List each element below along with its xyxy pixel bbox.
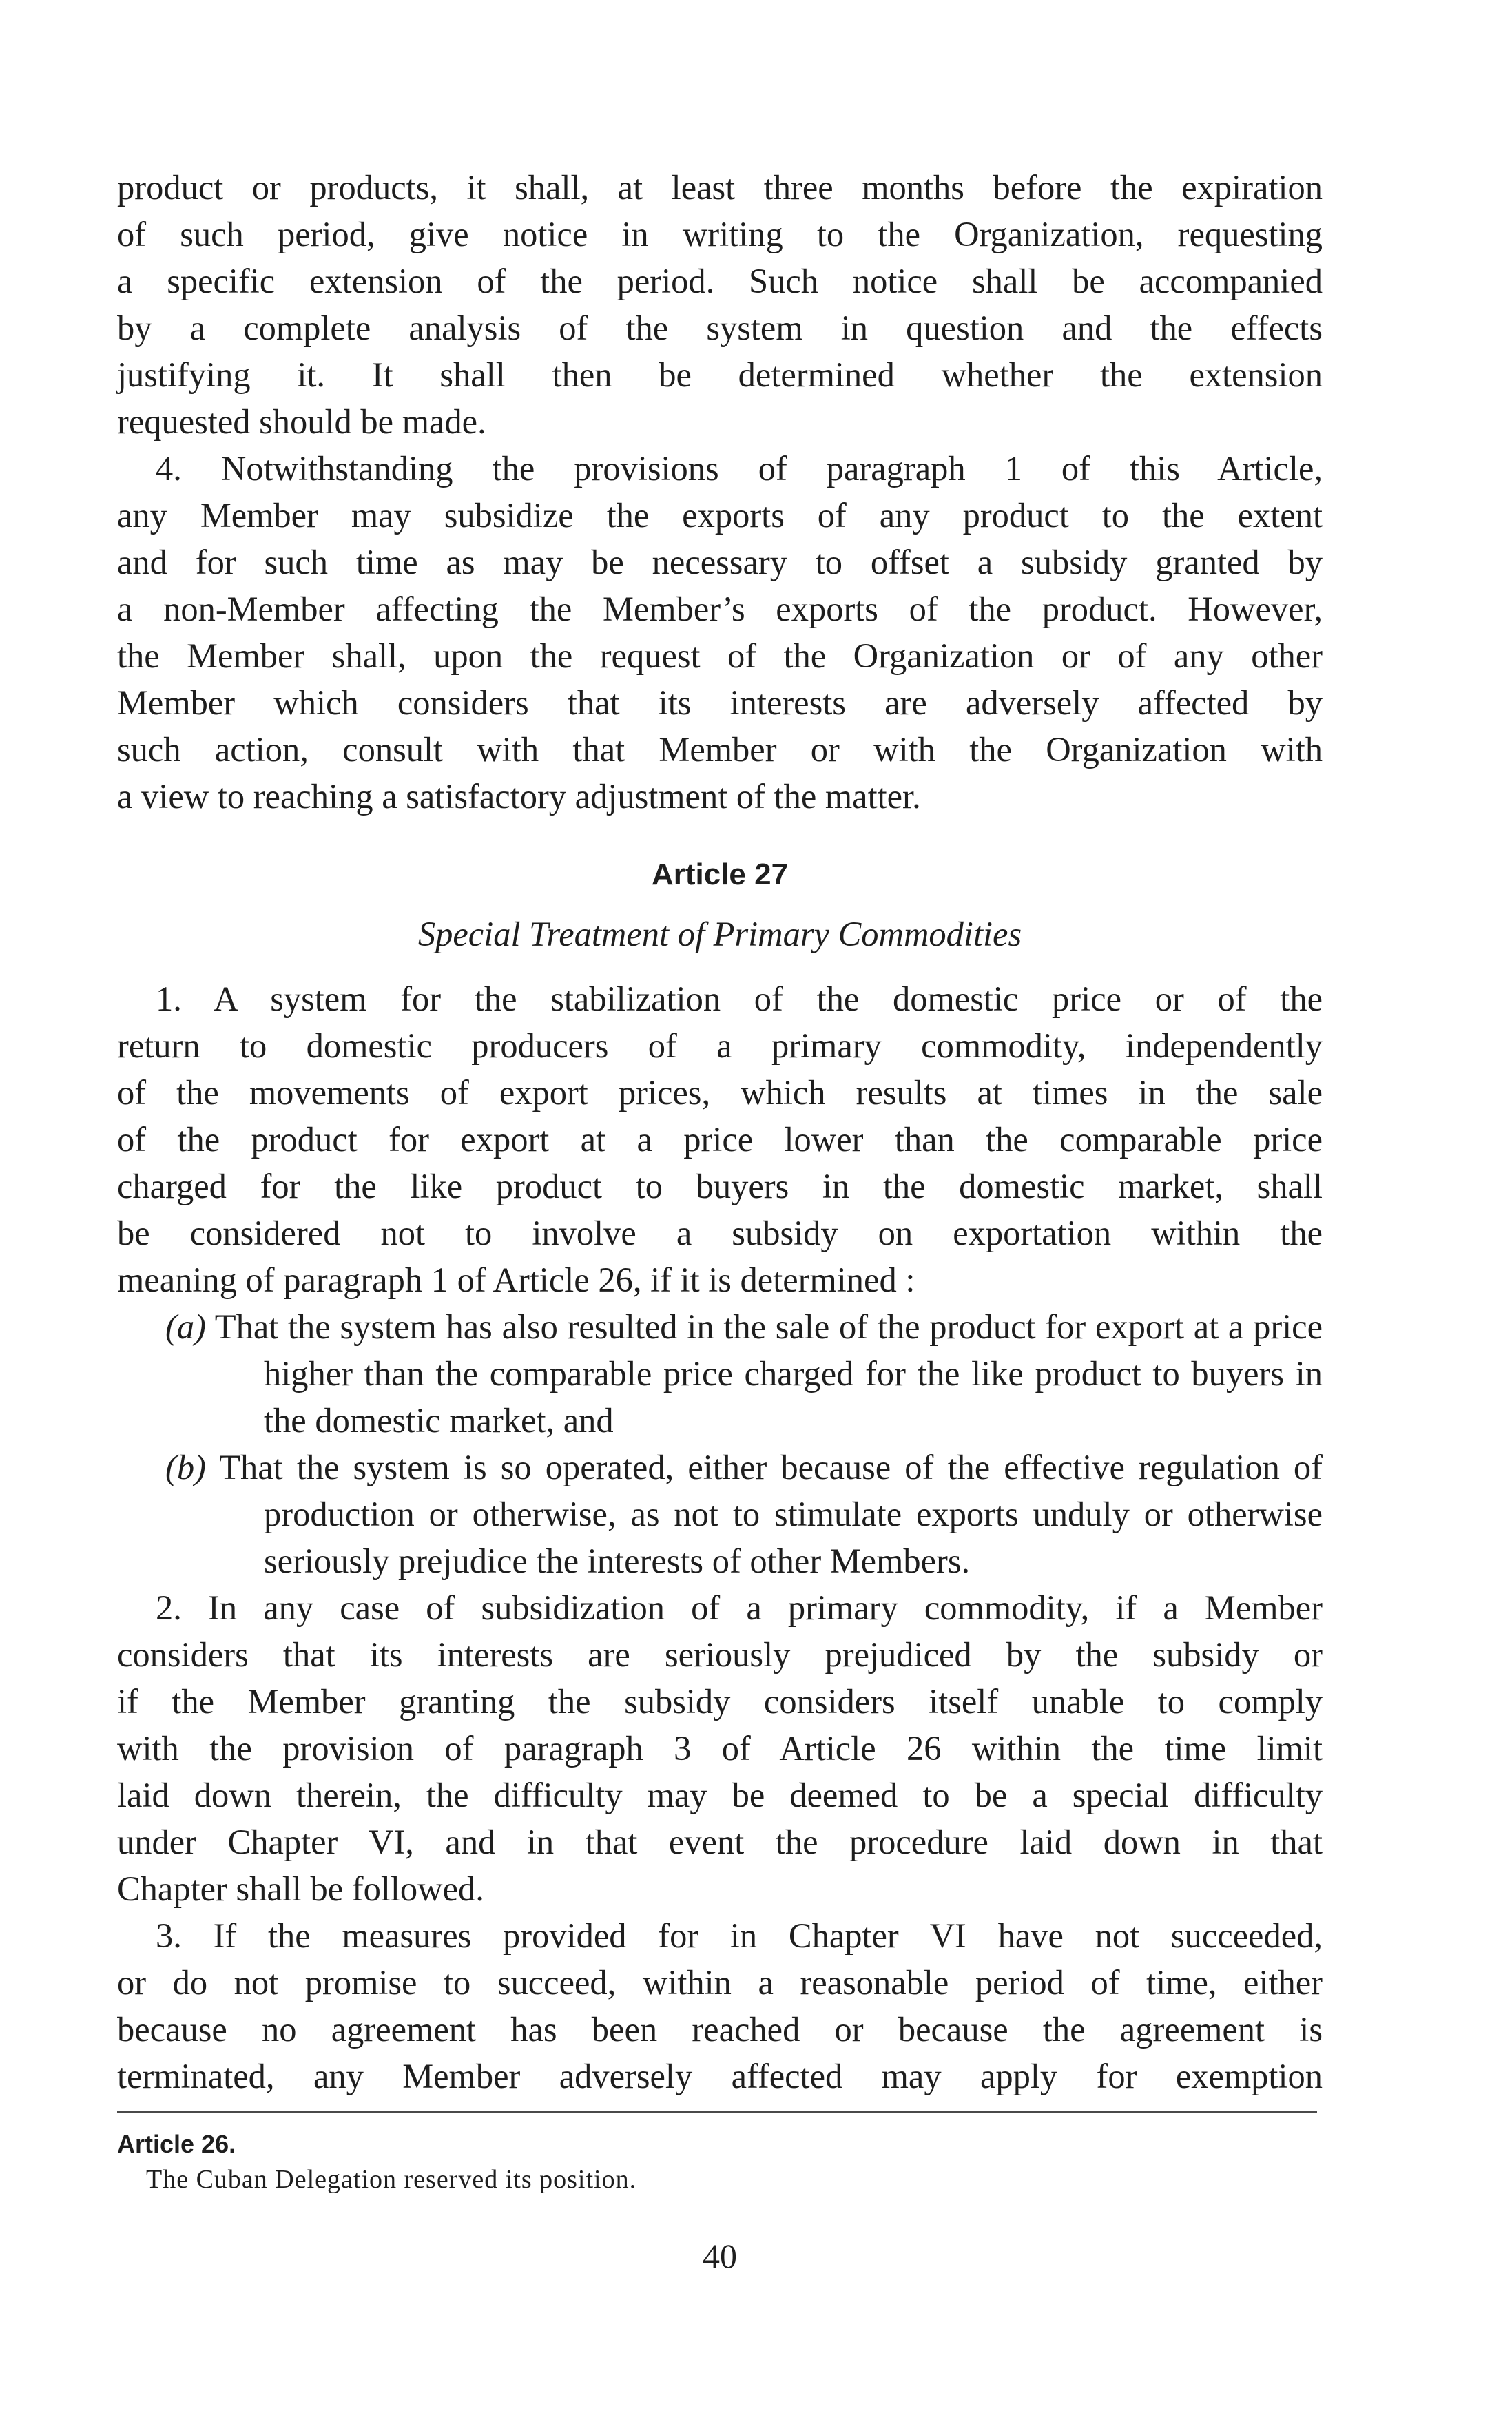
text-line: meaning of paragraph 1 of Article 26, if it is determined : — [117, 1261, 915, 1299]
text-block-top — [117, 164, 1323, 820]
paragraph-2 — [117, 1584, 1323, 1912]
text-line: laid down therein, the difficulty may be deemed to be a special difficulty — [117, 1776, 1323, 1814]
text-block-article-27 — [117, 975, 1323, 2100]
text-line: justifying it. It shall then be determined whether the extension — [117, 355, 1323, 394]
text-line: 4. Notwithstanding the provisions of paragraph 1 of this Article, — [156, 449, 1323, 488]
text-line: such action, consult with that Member or with the Organization with — [117, 730, 1323, 769]
text-line: 3. If the measures provided for in Chapter VI have not succeeded, — [156, 1916, 1323, 1955]
text-line: a non-Member affecting the Member’s exports of the product. However, — [117, 590, 1323, 628]
text-line: Chapter shall be followed. — [117, 1869, 484, 1908]
text-line: of such period, give notice in writing to the Organization, requesting — [117, 215, 1323, 253]
list-item-text: That the system has also resulted in the sale of the product for export at a price higher than the comparable price charged for the like product to buyers in the domestic market, and — [214, 1307, 1323, 1440]
text-line: if the Member granting the subsidy considers itself unable to comply — [117, 1682, 1323, 1721]
text-line: with the provision of paragraph 3 of Article 26 within the time limit — [117, 1729, 1323, 1768]
footnote-divider — [117, 2111, 1317, 2113]
text-line: a view to reaching a satisfactory adjustment of the matter. — [117, 777, 921, 816]
list-marker: (b) — [165, 1448, 206, 1486]
text-line: return to domestic producers of a primary commodity, independently — [117, 1026, 1323, 1065]
text-line: requested should be made. — [117, 402, 486, 441]
continuation-paragraph — [117, 164, 1323, 445]
list-item-text: That the system is so operated, either because of the effective regulation of production or otherwise, as not to stimulate exports unduly or otherwise seriously prejudice the interests of other Members. — [219, 1448, 1323, 1580]
page-number: 40 — [703, 2237, 737, 2275]
list-marker: (a) — [165, 1307, 206, 1346]
text-line: because no agreement has been reached or because the agreement is — [117, 2010, 1323, 2049]
paragraph-4 — [117, 445, 1323, 820]
text-line: terminated, any Member adversely affected may apply for exemption — [117, 2057, 1323, 2095]
text-line: product or products, it shall, at least three months before the expiration — [117, 168, 1323, 207]
text-line: of the movements of export prices, which results at times in the sale — [117, 1073, 1323, 1112]
text-line: charged for the like product to buyers in the domestic market, shall — [117, 1167, 1323, 1205]
text-line: or do not promise to succeed, within a reasonable period of time, either — [117, 1963, 1323, 2002]
text-line: 2. In any case of subsidization of a primary commodity, if a Member — [156, 1588, 1323, 1627]
article-title: Article 27 — [651, 858, 789, 891]
text-line: the Member shall, upon the request of the Organization or of any other — [117, 636, 1323, 675]
footnote-text: The Cuban Delegation reserved its position. — [146, 2165, 637, 2194]
text-line: a specific extension of the period. Such notice shall be accompanied — [117, 262, 1323, 300]
text-line: any Member may subsidize the exports of any product to the extent — [117, 496, 1323, 535]
footnote-title: Article 26. — [117, 2130, 236, 2158]
text-line: 1. A system for the stabilization of the domestic price or of the — [156, 980, 1323, 1018]
paragraph-3 — [117, 1912, 1323, 2100]
list-item-b — [117, 1444, 1323, 1584]
text-line: considers that its interests are seriously prejudiced by the subsidy or — [117, 1635, 1323, 1674]
list-item-a — [117, 1303, 1323, 1444]
text-line: be considered not to involve a subsidy on exportation within the — [117, 1214, 1323, 1252]
paragraph-1 — [117, 975, 1323, 1303]
text-line: of the product for export at a price lower than the comparable price — [117, 1120, 1323, 1159]
text-line: Member which considers that its interests are adversely affected by — [117, 683, 1323, 722]
article-subtitle: Special Treatment of Primary Commodities — [417, 915, 1022, 953]
text-line: by a complete analysis of the system in question and the effects — [117, 309, 1323, 347]
text-line: and for such time as may be necessary to offset a subsidy granted by — [117, 543, 1323, 581]
text-line: under Chapter VI, and in that event the procedure laid down in that — [117, 1823, 1323, 1861]
